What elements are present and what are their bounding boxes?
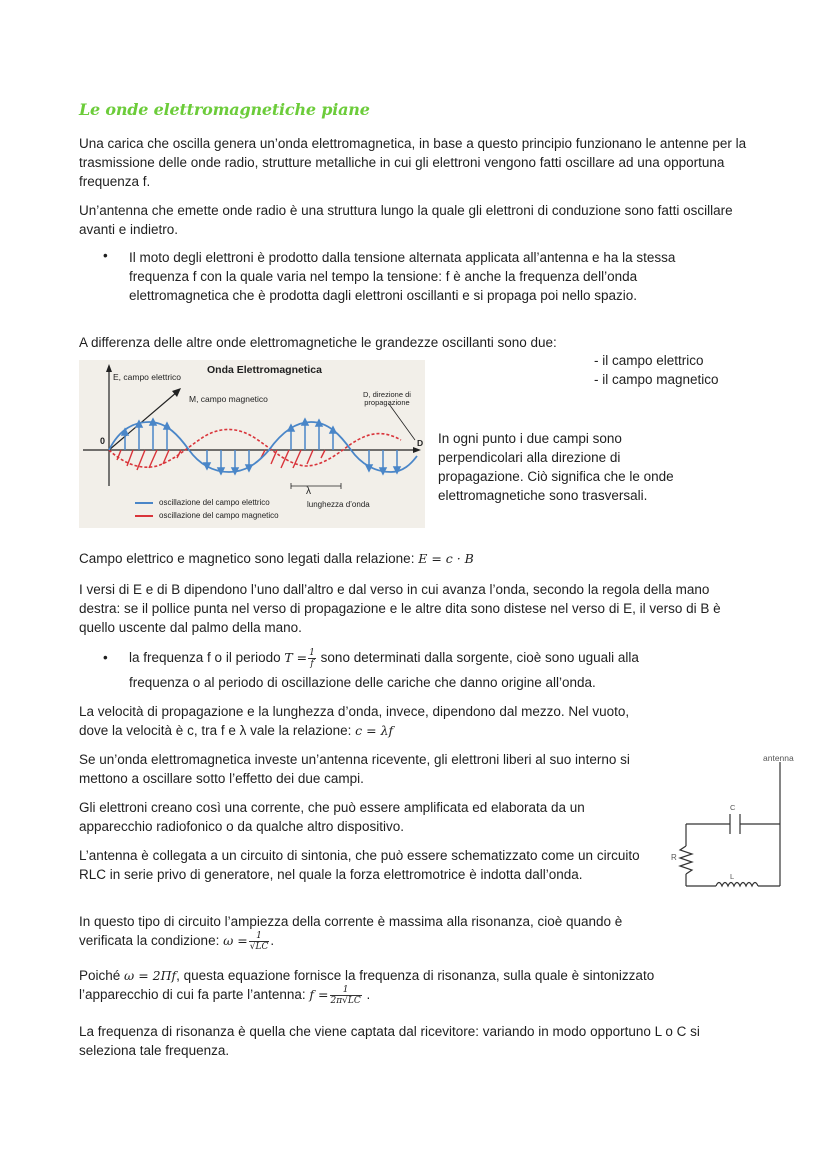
legend-magnetic: oscillazione del campo magnetico (159, 511, 279, 520)
formula-c-lambda-f: c = λf (355, 723, 394, 738)
fraction-resonance-omega: $\frac{1}{√LC}$ (249, 931, 269, 952)
bullet-item-2: • la frequenza f o il periodo T = $\frac{1}{f}$ sono determinati dalla sorgente, cioè sono uguali alla frequenza o al periodo di oscillazione delle cariche che danno origine all’onda. (103, 648, 639, 690)
legend-electric: oscillazione del campo elettrico (159, 498, 270, 507)
list-item-magnetic: - il campo magnetico (594, 372, 719, 387)
wavelength-label: lunghezza d’onda (307, 500, 370, 509)
e-axis-label: E, campo elettrico (113, 372, 182, 382)
paragraph-10: L’antenna è collegata a un circuito di sintonia, che può essere schematizzato come un circuito RLC in serie privo di generatore, nel quale la forza elettromotrice è indotta dall’onda. (79, 848, 640, 882)
bullet-dot: • (103, 650, 108, 665)
figure-title: Onda Elettromagnetica (207, 364, 322, 376)
paragraph-11: In questo tipo di circuito l’ampiezza della corrente è massima alla risonanza, cioè quando è verificata la condizione: ω = $\frac{1}{√LC}$ . (79, 914, 623, 952)
d-axis-end-label: D (417, 438, 424, 448)
m-axis-label: M, campo magnetico (189, 394, 268, 404)
em-wave-figure (79, 360, 425, 528)
d-axis-label: D, direzione di propagazione (363, 390, 411, 407)
bullet-1-text: Il moto degli elettroni è prodotto dalla tensione alternata applicata all’antenna e ha la stessa frequenza f con la quale varia nel tempo la tensione: f è anche la frequenza dell’onda elettromagnetica che è prodotta dagli elettroni oscillanti e si propaga poi nello spazio. (129, 250, 676, 303)
paragraph-7: La velocità di propagazione e la lunghezza d’onda, invece, dipendono dal mezzo. Nel vuoto, dove la velocità è c, tra f e λ vale la relazione: c = λf (79, 704, 630, 738)
fraction-resonance-f: $\frac{1}{2\pi√LC}$ (330, 985, 361, 1006)
origin-label: 0 (100, 436, 106, 446)
paragraph-9: Gli elettroni creano così una corrente, che può essere amplificata ed elaborata da un apparecchio radiofonico o da qualche altro dispositivo. (79, 800, 585, 834)
paragraph-13: La frequenza di risonanza è quella che viene captata dal ricevitore: variando in modo opportuno L o C si seleziona tale frequenza. (79, 1024, 700, 1058)
formula-omega-2pif: ω = 2Πf (124, 968, 177, 983)
paragraph-1: Una carica che oscilla genera un’onda elettromagnetica, in base a questo principio funzionano le antenne per la trasmissione delle onde radio, strutture metalliche in cui gli elettroni vengono fatti oscillare ad una opportuna frequenza f. (79, 136, 747, 189)
bullet-dot: • (103, 248, 108, 263)
bullet-item-1 (79, 248, 747, 305)
fraction-1-over-f: $\frac{1}{f}$ (309, 648, 315, 669)
electric-field-vectors (122, 419, 400, 474)
paragraph-8: Se un’onda elettromagnetica investe un’antenna ricevente, gli elettroni liberi al suo interno si mettono a oscillare sotto l’effetto dei due campi. (79, 752, 630, 786)
rlc-circuit-diagram (664, 748, 804, 898)
paragraph-4: In ogni punto i due campi sono perpendicolari alla direzione di propagazione. Ciò significa che le onde elettromagnetiche sono trasversali. (438, 431, 674, 503)
lambda-label: λ (306, 486, 311, 497)
formula-e-cb: E = c · B (418, 551, 474, 566)
capacitor-label: C (730, 803, 736, 812)
paragraph-3: A differenza delle altre onde elettromagnetiche le grandezze oscillanti sono due: (79, 335, 557, 350)
list-item-electric: - il campo elettrico (594, 353, 704, 368)
page-title: Le onde elettromagnetiche piane (79, 100, 370, 119)
paragraph-6: I versi di E e di B dipendono l’uno dall’altro e dal verso in cui avanza l’onda, secondo la regola della mano destra: se il pollice punta nel verso di propagazione e le altre dita sono distese nel verso di E, il verso di B è quello uscente dal palmo della mano. (79, 582, 721, 635)
field-list (594, 351, 719, 389)
inductor-label: L (730, 872, 735, 881)
paragraph-12: Poiché ω = 2Πf, questa equazione fornisce la frequenza di risonanza, sulla quale è sintonizzato l’apparecchio di cui fa parte l’antenna: f = $\frac{1}{2\pi√LC}$ . (79, 968, 655, 1006)
resistor-label: R (671, 853, 677, 862)
antenna-label: antenna (763, 753, 794, 763)
paragraph-2: Un’antenna che emette onde radio è una struttura lungo la quale gli elettroni di conduzione sono fatti oscillare avanti e indietro. (79, 203, 733, 237)
paragraph-5: Campo elettrico e magnetico sono legati dalla relazione: E = c · B (79, 551, 474, 566)
